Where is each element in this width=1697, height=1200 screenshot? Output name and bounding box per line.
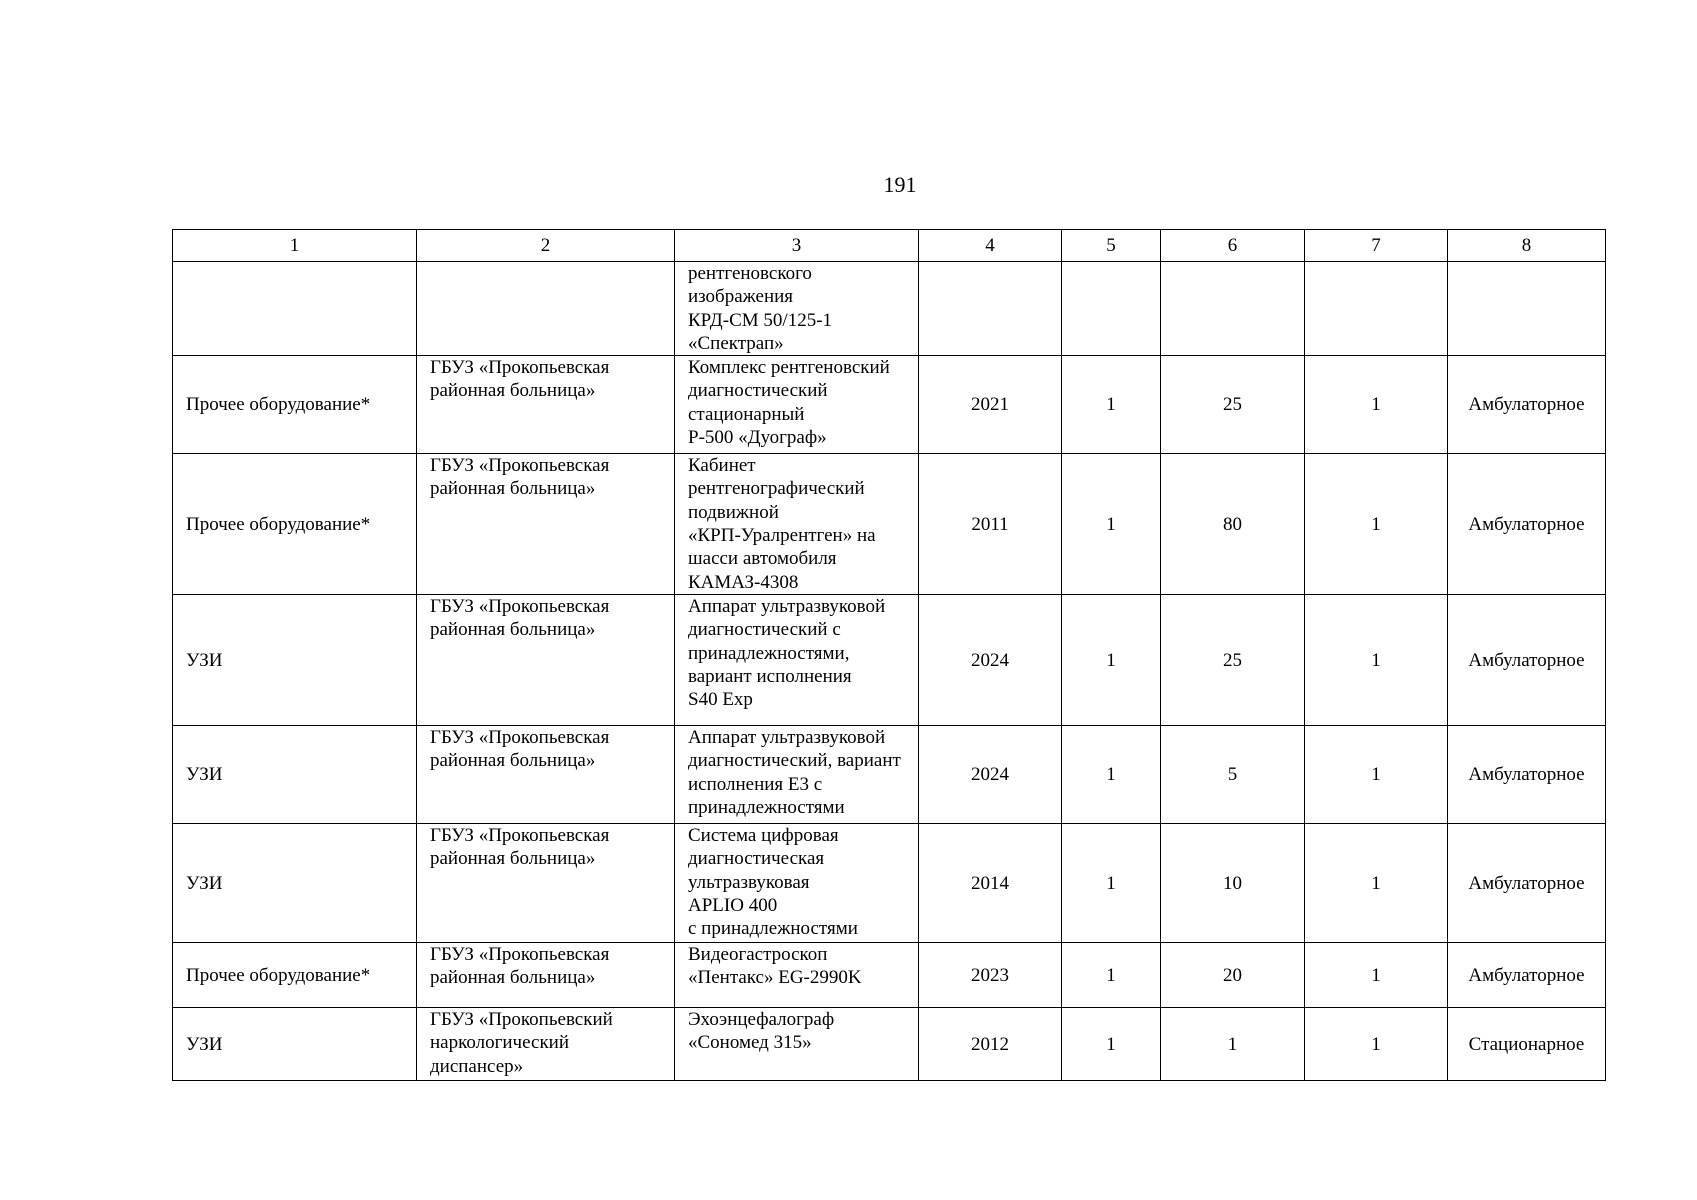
column-6-cell: 80 [1161, 454, 1305, 595]
care-type-cell: Амбулаторное [1448, 454, 1606, 595]
column-7-cell: 1 [1305, 356, 1448, 454]
device-cell-line: вариант исполнения [688, 666, 852, 688]
column-7-cell: 1 [1305, 824, 1448, 943]
organization-cell [417, 726, 675, 824]
table-row [173, 824, 1606, 943]
column-6-cell: 25 [1161, 595, 1305, 726]
equipment-table [172, 229, 1606, 1081]
organization-cell-line: ГБУЗ «Прокопьевская [430, 944, 610, 966]
organization-cell-line: районная больница» [430, 478, 596, 500]
table-row [173, 454, 1606, 595]
equipment-type-cell: УЗИ [173, 595, 417, 726]
equipment-type-cell: УЗИ [173, 1008, 417, 1081]
device-cell-line: с принадлежностями [688, 918, 858, 940]
year-cell: 2011 [919, 454, 1062, 595]
organization-cell-line: районная больница» [430, 750, 596, 772]
device-cell-line: диагностическая [688, 848, 825, 870]
care-type-cell: Амбулаторное [1448, 824, 1606, 943]
device-cell-line: шасси автомобиля [688, 548, 837, 570]
table-header-row [173, 230, 1606, 262]
organization-cell-line: районная больница» [430, 619, 596, 641]
organization-cell-line: ГБУЗ «Прокопьевский [430, 1009, 613, 1031]
table-row [173, 262, 1606, 356]
device-cell-line: исполнения Е3 с [688, 773, 823, 795]
year-cell: 2024 [919, 726, 1062, 824]
device-cell-line: рентгеновского [688, 263, 812, 284]
care-type-cell: Амбулаторное [1448, 356, 1606, 454]
organization-cell-line: диспансер» [430, 1055, 524, 1077]
column-7-cell [1305, 262, 1448, 356]
column-7-cell: 1 [1305, 943, 1448, 1008]
column-6-cell: 25 [1161, 356, 1305, 454]
organization-cell [417, 262, 675, 356]
column-5-cell: 1 [1062, 726, 1161, 824]
equipment-type-cell: Прочее оборудование* [173, 943, 417, 1008]
year-cell: 2024 [919, 595, 1062, 726]
column-6-cell [1161, 262, 1305, 356]
device-cell-line: Комплекс рентгеновский [688, 357, 890, 379]
table-row [173, 595, 1606, 726]
page-number: 191 [883, 172, 917, 197]
organization-cell [417, 943, 675, 1008]
device-cell-line: подвижной [688, 501, 779, 523]
device-cell-line: диагностический с [688, 619, 841, 641]
organization-cell-line: наркологический [430, 1032, 570, 1054]
organization-cell-line: ГБУЗ «Прокопьевская [430, 455, 610, 477]
device-cell [675, 454, 919, 595]
device-cell-line: КРД-СМ 50/125-1 [688, 309, 833, 331]
device-cell [675, 356, 919, 454]
care-type-cell: Амбулаторное [1448, 943, 1606, 1008]
table-row [173, 1008, 1606, 1081]
device-cell-line: ультразвуковая [688, 871, 810, 893]
equipment-type-cell: Прочее оборудование* [173, 454, 417, 595]
equipment-type-cell [173, 262, 417, 356]
organization-cell [417, 454, 675, 595]
column-number-header: 6 [1161, 230, 1305, 262]
device-cell [675, 1008, 919, 1081]
care-type-cell: Стационарное [1448, 1008, 1606, 1081]
device-cell-line: Видеогастроскоп [688, 944, 828, 966]
organization-cell-line: районная больница» [430, 380, 596, 402]
equipment-table-container [172, 229, 1606, 1081]
device-cell-line: принадлежностями [688, 797, 845, 819]
device-cell-line: рентгенографический [688, 478, 865, 500]
year-cell: 2023 [919, 943, 1062, 1008]
column-5-cell: 1 [1062, 454, 1161, 595]
organization-cell [417, 595, 675, 726]
table-row [173, 943, 1606, 1008]
device-cell-line: диагностический, вариант [688, 750, 901, 772]
care-type-cell: Амбулаторное [1448, 595, 1606, 726]
device-cell-line: Система цифровая [688, 825, 839, 847]
organization-cell [417, 356, 675, 454]
column-5-cell: 1 [1062, 595, 1161, 726]
column-5-cell: 1 [1062, 943, 1161, 1008]
organization-cell-line: ГБУЗ «Прокопьевская [430, 727, 610, 749]
device-cell [675, 595, 919, 726]
table-body [173, 262, 1606, 1081]
device-cell-line: стационарный [688, 403, 805, 425]
care-type-cell: Амбулаторное [1448, 726, 1606, 824]
device-cell-line: S40 Exp [688, 689, 753, 711]
column-7-cell: 1 [1305, 454, 1448, 595]
organization-cell-line: ГБУЗ «Прокопьевская [430, 596, 610, 618]
column-number-header: 5 [1062, 230, 1161, 262]
table-row [173, 726, 1606, 824]
device-cell [675, 726, 919, 824]
device-cell-line: «Спектрап» [688, 332, 784, 354]
column-5-cell [1062, 262, 1161, 356]
equipment-type-cell: УЗИ [173, 726, 417, 824]
device-cell-line: Эхоэнцефалограф [688, 1009, 835, 1031]
organization-cell-line: районная больница» [430, 967, 596, 989]
column-5-cell: 1 [1062, 1008, 1161, 1081]
year-cell [919, 262, 1062, 356]
equipment-type-cell: УЗИ [173, 824, 417, 943]
column-number-header: 2 [417, 230, 675, 262]
device-cell-line: «КРП-Уралрентген» на [688, 525, 876, 547]
column-7-cell: 1 [1305, 595, 1448, 726]
organization-cell-line: ГБУЗ «Прокопьевская [430, 357, 610, 379]
table-row [173, 356, 1606, 454]
care-type-cell [1448, 262, 1606, 356]
equipment-type-cell: Прочее оборудование* [173, 356, 417, 454]
column-5-cell: 1 [1062, 824, 1161, 943]
column-number-header: 4 [919, 230, 1062, 262]
device-cell-line: Аппарат ультразвуковой [688, 596, 886, 618]
year-cell: 2012 [919, 1008, 1062, 1081]
device-cell-line: изображения [688, 286, 794, 308]
organization-cell [417, 1008, 675, 1081]
device-cell-line: «Сономед 315» [688, 1032, 812, 1054]
device-cell-line: Аппарат ультразвуковой [688, 727, 886, 749]
column-number-header: 3 [675, 230, 919, 262]
device-cell-line: Кабинет [688, 455, 756, 477]
device-cell-line: КАМАЗ-4308 [688, 571, 799, 593]
column-number-header: 8 [1448, 230, 1606, 262]
year-cell: 2021 [919, 356, 1062, 454]
column-number-header: 7 [1305, 230, 1448, 262]
column-7-cell: 1 [1305, 1008, 1448, 1081]
column-6-cell: 20 [1161, 943, 1305, 1008]
column-6-cell: 10 [1161, 824, 1305, 943]
device-cell-line: APLIO 400 [688, 895, 778, 917]
column-7-cell: 1 [1305, 726, 1448, 824]
organization-cell-line: районная больница» [430, 848, 596, 870]
column-5-cell: 1 [1062, 356, 1161, 454]
device-cell-line: «Пентакс» EG-2990K [688, 967, 862, 989]
column-6-cell: 1 [1161, 1008, 1305, 1081]
device-cell [675, 824, 919, 943]
organization-cell-line: ГБУЗ «Прокопьевская [430, 825, 610, 847]
year-cell: 2014 [919, 824, 1062, 943]
device-cell-line: Р-500 «Дуограф» [688, 427, 827, 449]
device-cell [675, 262, 919, 356]
column-6-cell: 5 [1161, 726, 1305, 824]
column-number-header: 1 [173, 230, 417, 262]
device-cell-line: диагностический [688, 380, 828, 402]
organization-cell [417, 824, 675, 943]
device-cell [675, 943, 919, 1008]
device-cell-line: принадлежностями, [688, 642, 850, 664]
